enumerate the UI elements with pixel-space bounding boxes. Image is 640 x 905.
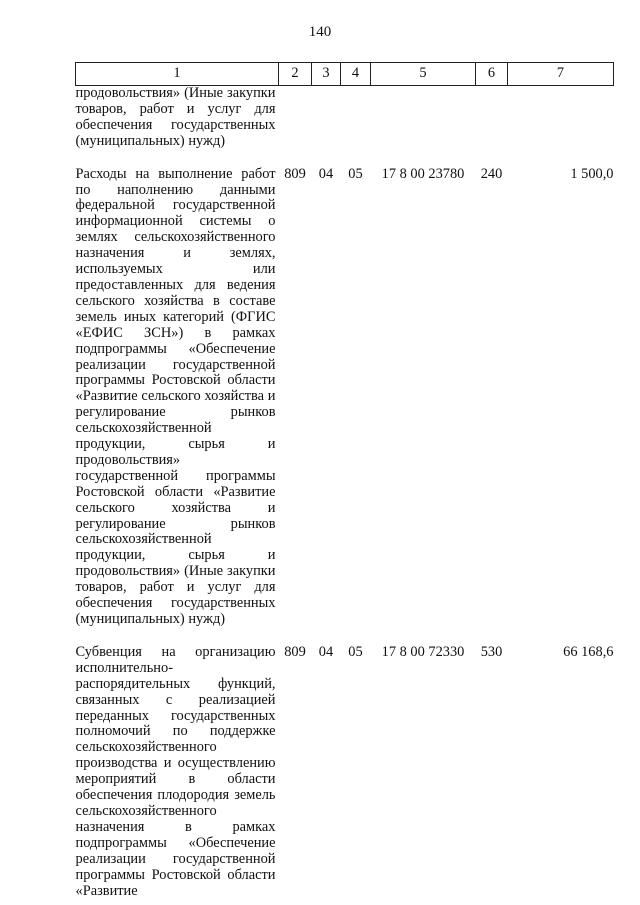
row-description: Субвенция на организацию исполнительно-распорядительных функций, связанных с реализацией переданных государственных полномочий по поддержке сельскохозяйственного производства и осуществлению мероприятий в области обеспечения плодородия земель сельскохозяйственного назначения в рамках подпрограммы «Обеспечение реализации государственной программы Ростовской области «Развитие bbox=[75, 643, 276, 899]
row-section: 04 bbox=[318, 165, 334, 182]
table-header bbox=[76, 63, 614, 86]
header-col-7: 7 bbox=[508, 63, 614, 86]
row-subsection: 05 bbox=[348, 165, 363, 182]
row-amount: 1 500,0 bbox=[570, 165, 614, 182]
table-row bbox=[76, 645, 614, 900]
header-row bbox=[76, 63, 614, 86]
header-col-6: 6 bbox=[476, 63, 508, 86]
budget-table bbox=[75, 62, 614, 899]
row-section: 04 bbox=[318, 643, 334, 660]
row-target-article: 17 8 00 23780 bbox=[381, 165, 465, 182]
row-description: Расходы на выполнение работ по наполнению данными федеральной государственной информационной системы о землях сельскохозяйственного назначения и землях, используемых или предоставленных для ведения сельского хозяйства в составе земель иных категорий (ФГИС «ЕФИС ЗСН») в рамках подпрограммы «Обеспечение реализации государственной программы Ростовской области «Развитие сельского хозяйства и регулирование рынков сельскохозяйственной продукции, сырья и продовольствия» государственной программы Ростовской области «Развитие сельского хозяйства и регулирование рынков сельскохозяйственной продукции, сырья и продовольствия» (Иные закупки товаров, работ и услуг для обеспечения государственных (муниципальных) нужд) bbox=[75, 165, 276, 627]
spacer-cell bbox=[76, 628, 614, 645]
row-ministry bbox=[279, 86, 312, 150]
row-subsection bbox=[341, 86, 371, 150]
row-amount: 66 168,6 bbox=[563, 643, 614, 660]
row-description: продовольствия» (Иные закупки товаров, работ и услуг для обеспечения государственных (муниципальных) нужд) bbox=[75, 85, 276, 149]
header-col-2: 2 bbox=[279, 63, 312, 86]
row-expense-type bbox=[476, 86, 508, 150]
table-row bbox=[76, 167, 614, 628]
table-row bbox=[76, 86, 614, 150]
row-expense-type: 240 bbox=[480, 165, 503, 182]
header-col-5: 5 bbox=[371, 63, 476, 86]
page-number: 140 bbox=[308, 24, 332, 40]
row-section bbox=[312, 86, 341, 150]
row-amount bbox=[508, 86, 614, 150]
row-spacer bbox=[76, 628, 614, 645]
spacer-cell bbox=[76, 150, 614, 167]
row-spacer bbox=[76, 150, 614, 167]
row-target-article bbox=[371, 86, 476, 150]
row-subsection: 05 bbox=[348, 643, 363, 660]
header-col-4: 4 bbox=[341, 63, 371, 86]
row-ministry: 809 bbox=[284, 643, 306, 660]
header-col-3: 3 bbox=[312, 63, 341, 86]
row-expense-type: 530 bbox=[480, 643, 503, 660]
header-col-1: 1 bbox=[76, 63, 279, 86]
row-target-article: 17 8 00 72330 bbox=[381, 643, 465, 660]
row-ministry: 809 bbox=[284, 165, 306, 182]
